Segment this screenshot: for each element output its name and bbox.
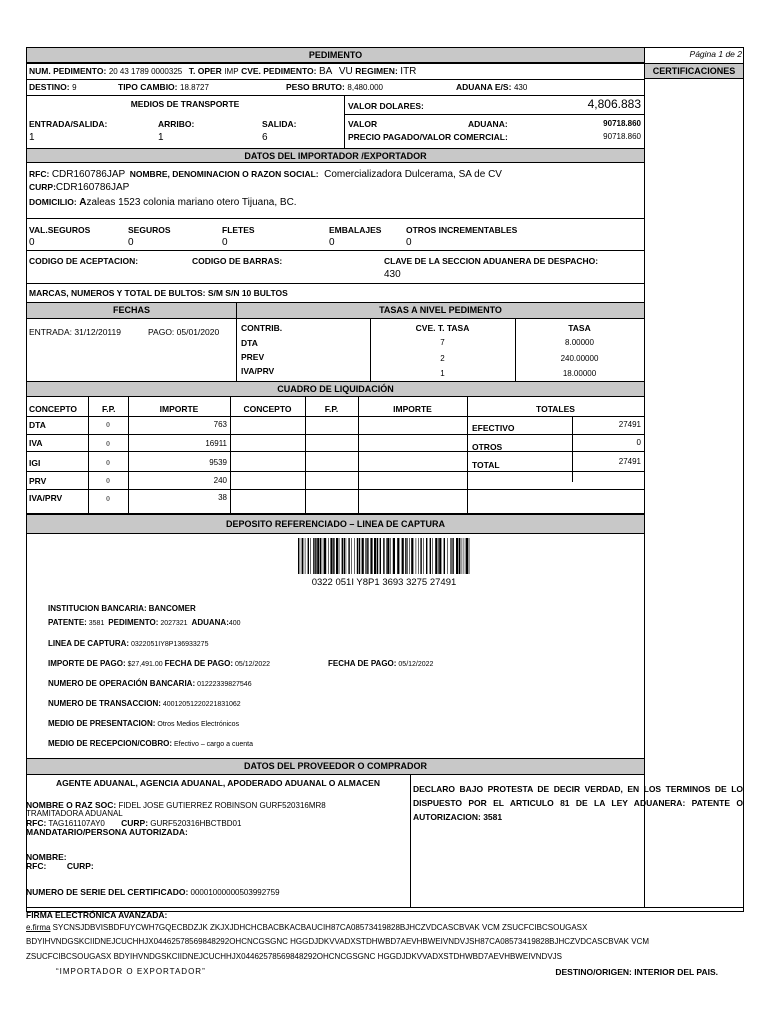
deposito-header: DEPOSITO REFERENCIADO – LINEA DE CAPTURA: [26, 514, 645, 534]
tasas-cve-label: CVE. T. TASA: [415, 323, 470, 333]
firma-line-1: e.firma SYCNSJDBVISBDFUYCWH7GQECBDZJK ZKJXJDHCHCBACBKACBAUCIH87CA08573419828BJHCZVDCASCBVAK VCM ZSUCFCIBCSOUGASX: [26, 923, 588, 932]
barcode-bar: [315, 538, 316, 574]
liquidacion-header: CUADRO DE LIQUIDACIÓN: [26, 381, 645, 397]
barcode-bar: [405, 538, 406, 574]
liq-row-importe: 38: [218, 493, 227, 502]
total-label: TOTAL: [472, 460, 500, 470]
barcode-bar: [456, 538, 458, 574]
barcode-bar: [348, 538, 349, 574]
barcode-bar: [359, 538, 360, 574]
clave-seccion-value: 430: [384, 269, 401, 280]
liq-row-fp: 0: [106, 495, 110, 503]
barcode-bar: [426, 538, 427, 574]
barcode-bar: [366, 538, 367, 574]
agente-rfc-row: RFC: TAG161107AY0 CURP: GURF520316HBCTBD01: [26, 818, 242, 828]
medios-transporte-title: MEDIOS DE TRANSPORTE: [130, 99, 240, 109]
barcode-bar: [418, 538, 419, 574]
barcode-bar: [432, 538, 433, 574]
liq-row-importe: 16911: [205, 439, 227, 448]
liq-row-fp: 0: [106, 459, 110, 467]
efectivo-label: EFECTIVO: [472, 423, 515, 433]
seguros-value: 0: [128, 237, 134, 248]
barcode-bar: [357, 538, 358, 574]
barcode-bar: [390, 538, 391, 574]
certificaciones-header: CERTIFICACIONES: [644, 63, 744, 79]
liq-concepto-header-2: CONCEPTO: [243, 404, 292, 414]
barcode-bar: [333, 538, 334, 574]
barcode-bar: [409, 538, 410, 574]
barcode-bar: [324, 538, 326, 574]
proveedor-header: DATOS DEL PROVEEDOR O COMPRADOR: [26, 758, 645, 775]
entrada-salida-label: ENTRADA/SALIDA:: [29, 119, 108, 129]
barcode-bar: [301, 538, 302, 574]
liq-row-concepto: IVA/PRV: [29, 493, 63, 503]
codigo-barras-label: CODIGO DE BARRAS:: [192, 256, 283, 266]
barcode-bar: [451, 538, 452, 574]
institucion-bancaria: INSTITUCION BANCARIA: BANCOMER: [48, 604, 196, 613]
otros-incrementables-label: OTROS INCREMENTABLES: [406, 225, 518, 235]
transaccion-row: NUMERO DE TRANSACCION: 40012051220221831062: [48, 699, 241, 708]
barcode-bar: [420, 538, 421, 574]
barcode-bar: [387, 538, 389, 574]
mandatario-rfc-row: RFC: CURP:: [26, 861, 94, 871]
pedimento-document: [26, 47, 744, 977]
valor-aduana-label: ADUANA:: [468, 119, 508, 129]
otros-label: OTROS: [472, 442, 503, 452]
valor-aduana-value: 90718.860: [603, 119, 641, 128]
seguros-label: SEGUROS: [128, 225, 171, 235]
barcode-bar: [466, 538, 468, 574]
liq-row-fp: 0: [106, 421, 110, 429]
val-seguros-label: VAL.SEGUROS: [29, 225, 91, 235]
barcode-bar: [365, 538, 366, 574]
salida-label: SALIDA:: [262, 119, 297, 129]
tasa-row-cve: 7: [440, 338, 445, 347]
importador-domicilio-row: DOMICILIO: Azaleas 1523 colonia mariano otero Tijuana, BC.: [29, 197, 297, 208]
total-value: 27491: [618, 457, 641, 466]
liq-importe-header: IMPORTE: [159, 404, 199, 414]
liq-row-fp: 0: [106, 477, 110, 485]
row-num-pedimento: NUM. PEDIMENTO: 20 43 1789 0000325 T. OPER IMP CVE. PEDIMENTO: BA VU REGIMEN: ITR: [29, 66, 417, 77]
tasa-row-value: 240.00000: [560, 354, 599, 363]
agente-aduanal-title: AGENTE ADUANAL, AGENCIA ADUANAL, APODERADO ADUANAL O ALMACEN: [56, 778, 380, 788]
barcode-bar: [339, 538, 340, 574]
barcode-bar: [320, 538, 321, 574]
tramitadora-aduanal: TRAMITADORA ADUANAL: [26, 809, 123, 818]
importador-header: DATOS DEL IMPORTADOR /EXPORTADOR: [26, 148, 645, 163]
barcode-bar: [302, 538, 303, 574]
firma-line-2: BDYIHVNDGSKCIIDNEJCUCHHJX04462578569848292OHCNCGSGNC HGGDJDKVVADXSTDHWBD7AEVHBWEIVNDVJSH87CA08573419828BJHCZVDCASCBVAK VCM: [26, 937, 650, 946]
barcode-bar: [317, 538, 319, 574]
barcode-bar: [461, 538, 462, 574]
barcode-bar: [344, 538, 345, 574]
barcode-bar: [397, 538, 399, 574]
importador-rfc-row: RFC: CDR160786JAP NOMBRE, DENOMINACION O RAZON SOCIAL: Comercializadora Dulcerama, SA de CV: [29, 169, 502, 180]
barcode-bar: [439, 538, 441, 574]
barcode-bar: [305, 538, 306, 574]
barcode-bar: [450, 538, 451, 574]
tasas-contrib-label: CONTRIB.: [241, 323, 283, 333]
fecha-entrada: ENTRADA: 31/12/20119: [29, 327, 121, 337]
liq-fp-header-2: F.P.: [324, 404, 339, 414]
barcode-bar: [435, 538, 437, 574]
barcode-bar: [351, 538, 352, 574]
tasa-row-contrib: IVA/PRV: [241, 366, 275, 376]
barcode-bar: [328, 538, 329, 574]
barcode-bar: [323, 538, 324, 574]
efectivo-value: 27491: [618, 420, 641, 429]
salida-value: 6: [262, 132, 268, 143]
barcode-bar: [430, 538, 431, 574]
liq-importe-header-2: IMPORTE: [393, 404, 432, 414]
barcode-bar: [330, 538, 332, 574]
barcode-bar: [402, 538, 404, 574]
barcode-bar: [438, 538, 439, 574]
barcode-bar: [407, 538, 408, 574]
barcode-bar: [452, 538, 453, 574]
barcode-bar: [423, 538, 424, 574]
numero-serie-row: NUMERO DE SERIE DEL CERTIFICADO: 00001000000503992759: [26, 887, 280, 897]
row-destino: DESTINO: 9: [29, 82, 77, 92]
arribo-value: 1: [158, 132, 164, 143]
liq-fp-header: F.P.: [102, 404, 116, 414]
valor-dolares-value: 4,806.883: [587, 97, 641, 111]
liq-row-importe: 240: [213, 476, 227, 485]
importador-curp-row: CURP:CDR160786JAP: [29, 182, 130, 193]
aduana-es: ADUANA E/S: 430: [456, 82, 528, 92]
arribo-label: ARRIBO:: [158, 119, 195, 129]
barcode-bar: [310, 538, 311, 574]
otros-incrementables-value: 0: [406, 237, 412, 248]
presentacion-row: MEDIO DE PRESENTACION: Otros Medios Electrónicos: [48, 719, 240, 728]
barcode-bar: [374, 538, 376, 574]
liq-row-fp: 0: [106, 440, 110, 448]
barcode-bar: [354, 538, 355, 574]
firma-electronica-title: FIRMA ELECTRÓNICA AVANZADA:: [26, 910, 168, 920]
patente-row: PATENTE: 3581 PEDIMENTO: 2027321 ADUANA:400: [48, 618, 241, 627]
footer-importador: “IMPORTADOR O EXPORTADOR”: [56, 967, 206, 976]
liq-row-concepto: PRV: [29, 476, 47, 486]
barcode-bar: [383, 538, 384, 574]
liq-row-importe: 763: [213, 420, 227, 429]
tasas-header: TASAS A NIVEL PEDIMENTO: [236, 302, 645, 319]
firma-line-3: ZSUCFCIBCSOUGASX BDYIHVNDGSKCIIDNEJCUCHHJX04462578569848292OHCNCGSGNC HGGDJDKVVADXSTDHWBD7AEVHBWEIVNDVJS: [26, 952, 562, 961]
tasa-row-contrib: PREV: [241, 352, 265, 362]
codigo-aceptacion-label: CODIGO DE ACEPTACION:: [29, 256, 139, 266]
liq-row-concepto: DTA: [29, 420, 46, 430]
barcode-bar: [308, 538, 309, 574]
linea-captura-row: LINEA DE CAPTURA: 0322051IY8P136933275: [48, 639, 209, 648]
barcode-bar: [336, 538, 338, 574]
peso-bruto: PESO BRUTO: 8,480.000: [286, 82, 383, 92]
fecha-pago: PAGO: 05/01/2020: [148, 327, 220, 337]
precio-pagado-label: PRECIO PAGADO/VALOR COMERCIAL:: [348, 132, 508, 142]
barcode-bar: [362, 538, 364, 574]
barcode-bar: [444, 538, 445, 574]
liq-row-concepto: IGI: [29, 458, 41, 468]
valor-label: VALOR: [348, 119, 378, 129]
fechas-header: FECHAS: [26, 302, 237, 319]
declaracion-protesta: DECLARO BAJO PROTESTA DE DECIR VERDAD, EN LOS TERMINOS DE LO DISPUESTO POR EL ARTICULO 81 DE LA LEY ADUANERA: PATENTE O AUTORIZACION: 3581: [413, 784, 743, 822]
importe-pago-row: IMPORTE DE PAGO: $27,491.00 FECHA DE PAGO: 05/12/2022: [48, 659, 271, 668]
embalajes-label: EMBALAJES: [329, 225, 382, 235]
valor-dolares-label: VALOR DOLARES:: [348, 101, 424, 111]
barcode-bar: [370, 538, 372, 574]
barcode-bar: [313, 538, 314, 574]
tasa-row-cve: 2: [440, 354, 445, 363]
barcode-bar: [298, 538, 299, 574]
barcode-bar: [342, 538, 343, 574]
page-number: Página 1 de 2: [689, 49, 742, 59]
fecha-pago-row-2: FECHA DE PAGO: 05/12/2022: [328, 659, 434, 668]
barcode-bar: [380, 538, 381, 574]
liq-row-importe: 9539: [209, 458, 227, 467]
barcode-bar: [463, 538, 464, 574]
tasa-row-contrib: DTA: [241, 338, 258, 348]
entrada-salida-value: 1: [29, 132, 35, 143]
barcode-bar: [411, 538, 413, 574]
barcode-bar: [386, 538, 387, 574]
barcode-bar: [469, 538, 470, 574]
barcode-text: 0322 051I Y8P1 3693 3275 27491: [311, 577, 457, 588]
operacion-bancaria-row: NUMERO DE OPERACIÓN BANCARIA: 01222339827546: [48, 679, 252, 688]
barcode-image: [298, 538, 470, 574]
recepcion-row: MEDIO DE RECEPCION/COBRO: Efectivo – cargo a cuenta: [48, 739, 253, 748]
barcode-bar: [368, 538, 369, 574]
marcas-bultos: MARCAS, NUMEROS Y TOTAL DE BULTOS: S/M S/N 10 BULTOS: [29, 288, 288, 298]
otros-value: 0: [636, 438, 641, 447]
tasas-tasa-label: TASA: [568, 323, 591, 333]
embalajes-value: 0: [329, 237, 335, 248]
nombre-razon-social-row: NOMBRE O RAZ SOC: FIDEL JOSE GUTIERREZ ROBINSON GURF520316MR8: [26, 800, 326, 810]
tipo-cambio: TIPO CAMBIO: 18.8727: [118, 82, 209, 92]
barcode-bar: [416, 538, 417, 574]
liq-row-concepto: IVA: [29, 438, 43, 448]
barcode-bar: [447, 538, 448, 574]
pedimento-title: PEDIMENTO: [26, 47, 645, 63]
mandatario-nombre-label: NOMBRE:: [26, 852, 67, 862]
barcode-bar: [346, 538, 347, 574]
barcode-bar: [377, 538, 378, 574]
fletes-value: 0: [222, 237, 228, 248]
footer-destino: DESTINO/ORIGEN: INTERIOR DEL PAIS.: [555, 967, 718, 977]
tasa-row-cve: 1: [440, 369, 445, 378]
liq-concepto-header: CONCEPTO: [29, 404, 78, 414]
barcode-bar: [459, 538, 460, 574]
val-seguros-value: 0: [29, 237, 35, 248]
barcode-bar: [465, 538, 466, 574]
tasa-row-value: 18.00000: [562, 369, 597, 378]
liq-totales-header: TOTALES: [536, 404, 575, 414]
precio-pagado-value: 90718.860: [603, 132, 641, 141]
tasa-row-value: 8.00000: [565, 338, 594, 347]
mandatario-label: MANDATARIO/PERSONA AUTORIZADA:: [26, 827, 188, 837]
barcode-bar: [393, 538, 395, 574]
clave-seccion-label: CLAVE DE LA SECCION ADUANERA DE DESPACHO:: [384, 256, 599, 266]
fletes-label: FLETES: [222, 225, 255, 235]
